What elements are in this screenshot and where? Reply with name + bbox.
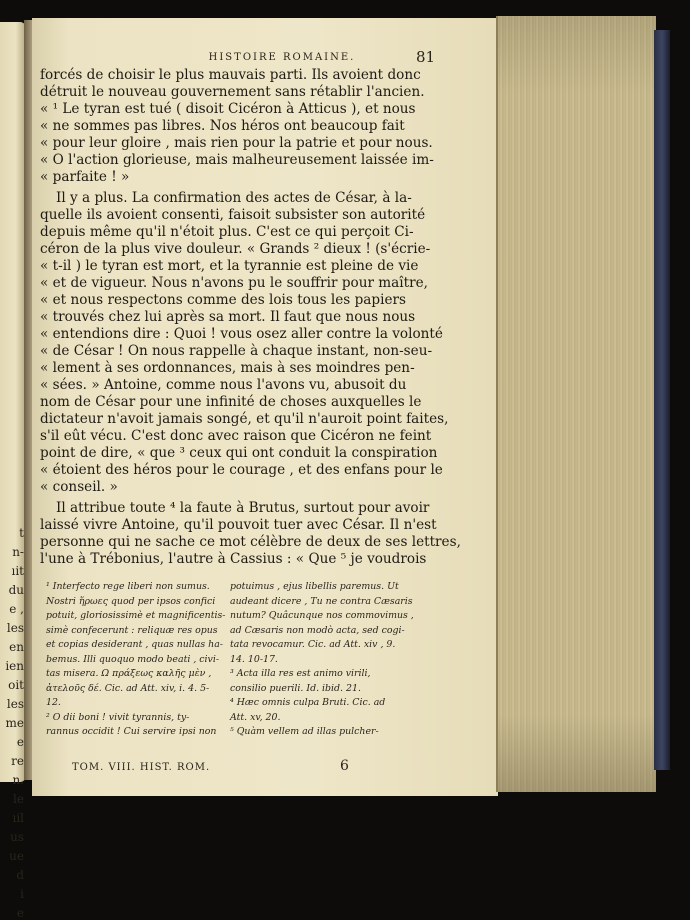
text-line: dictateur n'avoit jamais songé, et qu'il n'auroit point faites, xyxy=(40,411,449,427)
text-line: « étoient des héros pour le courage , et des enfans pour le xyxy=(40,462,443,478)
running-title: HISTOIRE ROMAINE. xyxy=(208,52,356,63)
footnote-line: 14. 10-17. xyxy=(230,653,278,665)
text-line: laissé vivre Antoine, qu'il pouvoit tuer avec César. Il n'est xyxy=(40,517,437,533)
text-line: « parfaite ! » xyxy=(40,169,130,185)
left-page-fragment: oit xyxy=(8,678,24,692)
text-line: « ne sommes pas libres. Nos héros ont beaucoup fait xyxy=(40,118,405,134)
text-line: « et nous respectons comme des lois tous les papiers xyxy=(40,292,406,308)
text-line: point de dire, « que ³ ceux qui ont conduit la conspiration xyxy=(40,445,438,461)
footnote-line: potuit, gloriosissimè et magnificentis- xyxy=(46,610,226,621)
left-page-fragment: e xyxy=(16,735,24,749)
text-line: quelle ils avoient consenti, faisoit subsister son autorité xyxy=(40,207,426,223)
left-page-fragment: ıil xyxy=(12,811,24,825)
left-page-fragment: les xyxy=(6,621,24,635)
left-page-fragment: le xyxy=(13,792,24,806)
text-line: Il attribue toute ⁴ la faute à Brutus, surtout pour avoir xyxy=(56,500,430,516)
body-text xyxy=(40,67,461,568)
left-page-fragment: les xyxy=(6,697,24,711)
text-line: s'il eût vécu. C'est donc avec raison que Cicéron ne feint xyxy=(40,428,432,444)
footnote-line: nutum? Quâcunque nos commovimus , xyxy=(230,610,414,621)
text-line: « lement à ses ordonnances, mais à ses moindres pen- xyxy=(40,360,415,376)
footnote-line: ¹ Interfecto rege liberi non sumus. xyxy=(46,581,210,592)
text-line: céron de la plus vive douleur. « Grands ² dieux ! (s'écrie- xyxy=(40,241,431,257)
left-page-fragment: t xyxy=(19,526,24,540)
signature-mark: 6 xyxy=(340,758,349,774)
footnote-line: et copias desiderant , quas nullas ha- xyxy=(46,639,223,650)
left-page-fragment: d xyxy=(16,868,24,882)
footnote-line: audeant dicere , Tu ne contra Cæsaris xyxy=(230,595,413,607)
text-line: « conseil. » xyxy=(40,479,118,495)
left-page-fragment: e xyxy=(16,906,24,920)
footnote-line: simè confecerunt : reliquæ res opus xyxy=(46,624,218,636)
left-page-fragment: n. xyxy=(12,773,24,787)
text-line: « t-il ) le tyran est mort, et la tyrannie est pleine de vie xyxy=(40,258,419,274)
footnote-line: tas misera. Ω πράξεως καλῆς μὲν , xyxy=(46,668,212,679)
left-page-fragment: i xyxy=(20,887,24,901)
footnote-line: rannus occidit ! Cui servire ipsi non xyxy=(46,726,217,737)
text-line: « O l'action glorieuse, mais malheureusement laissée im- xyxy=(40,152,434,168)
footnote-line: Att. xv, 20. xyxy=(230,711,281,723)
text-line: Il y a plus. La confirmation des actes de César, à la- xyxy=(56,190,412,206)
text-line: forcés de choisir le plus mauvais parti. Ils avoient donc xyxy=(40,67,421,83)
footnote-line: potuimus , ejus libellis paremus. Ut xyxy=(230,581,399,592)
left-page-fragment: me xyxy=(5,716,24,730)
left-page-fragment: us xyxy=(10,830,24,844)
text-line: « sées. » Antoine, comme nous l'avons vu, abusoit du xyxy=(40,377,407,393)
page-edges xyxy=(496,16,656,792)
text-line: « de César ! On nous rappelle à chaque instant, non-seu- xyxy=(40,343,433,359)
footnotes-left-column xyxy=(46,580,226,740)
text-line: l'une à Trébonius, l'autre à Cassius : « Que ⁵ je voudrois xyxy=(40,551,427,567)
left-page-fragment: re xyxy=(11,754,24,768)
footnote-line: ⁴ Hæc omnis culpa Bruti. Cic. ad xyxy=(230,697,386,708)
book-spine xyxy=(654,30,670,770)
left-page-fragment: n- xyxy=(12,545,24,559)
left-page-fragment: ue xyxy=(9,849,24,863)
footnote-line: ad Cæsaris non modò acta, sed cogi- xyxy=(230,624,405,636)
text-line: « et de vigueur. Nous n'avons pu le souffrir pour maître, xyxy=(40,275,428,291)
text-line: « trouvés chez lui après sa mort. Il faut que nous nous xyxy=(40,309,416,325)
left-page-fragment: ien xyxy=(5,659,24,673)
footnote-line: consilio puerili. Id. ibid. 21. xyxy=(230,682,361,694)
text-line: « ¹ Le tyran est tué ( disoit Cicéron à Atticus ), et nous xyxy=(40,101,416,117)
text-line: personne qui ne sache ce mot célèbre de deux de ses lettres, xyxy=(40,534,461,550)
right-page xyxy=(32,18,498,796)
footnotes-right-column xyxy=(230,580,414,740)
footnote-line: ἀτελοῦς δέ. Cic. ad Att. xiv, i. 4. 5- xyxy=(46,682,210,694)
left-page-fragment: ıit xyxy=(11,564,24,578)
text-line: depuis même qu'il n'étoit plus. C'est ce qui perçoit Ci- xyxy=(40,224,414,240)
footnote-line: bemus. Illi quoquo modo beati , civi- xyxy=(46,653,219,665)
text-line: nom de César pour une infinité de choses auxquelles le xyxy=(40,394,422,410)
left-page-fragment: e , xyxy=(9,602,24,616)
text-line: « entendions dire : Quoi ! vous osez aller contre la volonté xyxy=(40,326,443,342)
footnote-line: 12. xyxy=(46,697,61,708)
footnote-line: ⁵ Quàm vellem ad illas pulcher- xyxy=(230,726,379,737)
text-line: détruit le nouveau gouvernement sans rétablir l'ancien. xyxy=(40,84,425,100)
left-page-fragment: du xyxy=(8,583,24,597)
footnote-line: ² O dii boni ! vivit tyrannis, ty- xyxy=(46,711,190,723)
left-page-fragment: en xyxy=(9,640,24,654)
text-line: « pour leur gloire , mais rien pour la patrie et pour nous. xyxy=(40,135,433,151)
volume-footer: TOM. VIII. HIST. ROM. xyxy=(72,762,211,773)
page-number: 81 xyxy=(416,48,436,66)
footnote-line: tata revocamur. Cic. ad Att. xiv , 9. xyxy=(230,639,396,650)
footnote-line: Nostri ἥρωες quod per ipsos confici xyxy=(46,595,216,607)
left-facing-page xyxy=(0,22,26,920)
footnote-line: ³ Acta illa res est animo virili, xyxy=(230,668,371,679)
